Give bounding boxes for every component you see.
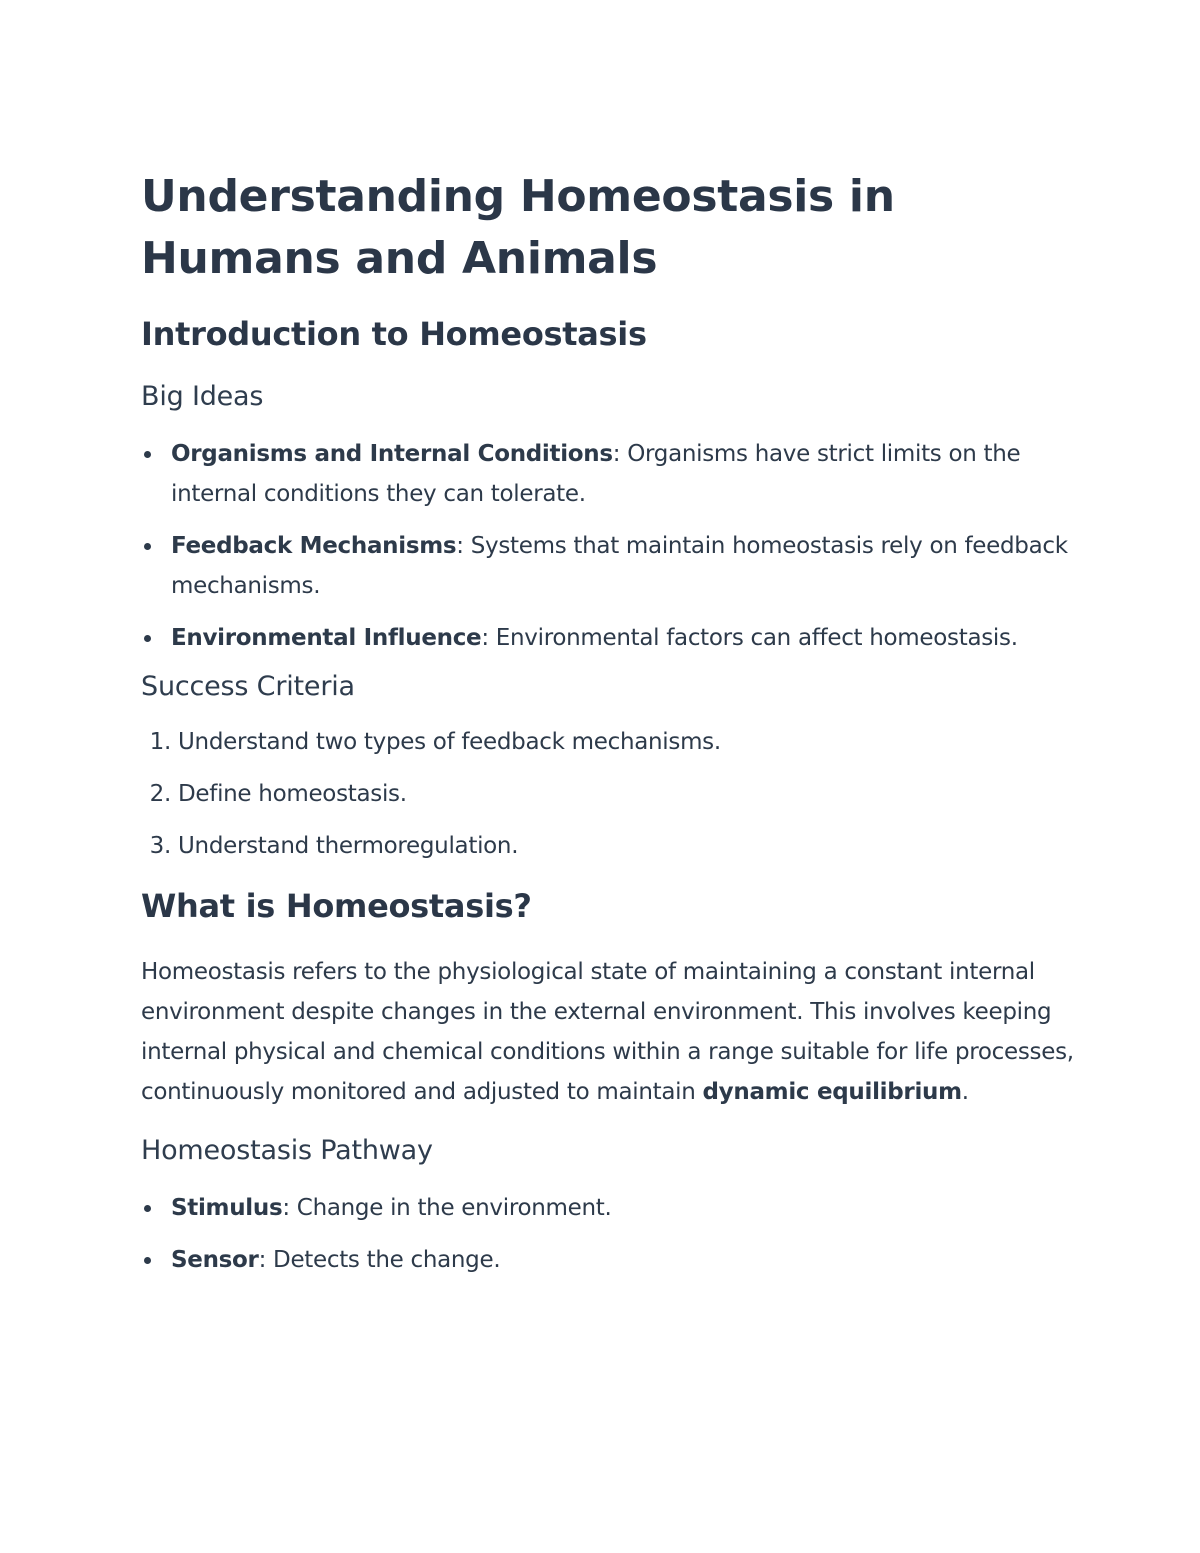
list-item (141, 1240, 1076, 1280)
list-item-term: Environmental Influence (171, 625, 482, 651)
list-item-text: Understand two types of feedback mechanisms. (171, 729, 721, 755)
document-page (141, 166, 1076, 1292)
paragraph-bold-term: dynamic equilibrium (702, 1079, 962, 1105)
list-item-text: : Detects the change. (258, 1247, 501, 1273)
list-item (141, 1188, 1076, 1228)
list-item-text: : Change in the environment. (282, 1195, 612, 1221)
list-item-term: Organisms and Internal Conditions (171, 441, 613, 467)
list-item-number: 1. (149, 729, 171, 755)
document-title: Understanding Homeostasis in Humans and Animals (141, 171, 895, 284)
list-item (141, 774, 1076, 814)
list-item (141, 526, 1076, 606)
list-item-term: Feedback Mechanisms (171, 533, 457, 559)
section-heading-introduction: Introduction to Homeostasis (141, 315, 647, 353)
list-item (141, 722, 1076, 762)
list-item (141, 434, 1076, 514)
subheading-big-ideas: Big Ideas (141, 381, 264, 412)
list-item-text: Understand thermoregulation. (171, 833, 519, 859)
definition-paragraph (141, 952, 1076, 1112)
list-item-text: : Systems that maintain homeostasis rely on feedback mechanisms. (171, 533, 1068, 599)
section-heading-what-is-homeostasis: What is Homeostasis? (141, 887, 532, 925)
list-item-term: Stimulus (171, 1195, 283, 1221)
list-item-text: : Organisms have strict limits on the internal conditions they can tolerate. (171, 441, 1021, 507)
paragraph-end: . (961, 1079, 969, 1105)
subheading-success-criteria: Success Criteria (141, 671, 355, 702)
pathway-list (141, 1188, 1076, 1280)
success-criteria-list (141, 722, 1076, 866)
list-item-number: 2. (149, 781, 171, 807)
list-item-number: 3. (149, 833, 171, 859)
big-ideas-list (141, 434, 1076, 658)
list-item-text: Define homeostasis. (171, 781, 407, 807)
list-item-term: Sensor (171, 1247, 259, 1273)
paragraph-text: Homeostasis refers to the physiological state of maintaining a constant internal environment despite changes in the external environment. This involves keeping internal physical and chemical conditions within a range suitable for life processes, continuously monitored and adjusted to maintain (141, 959, 1074, 1105)
list-item-text: : Environmental factors can affect homeostasis. (481, 625, 1018, 651)
subheading-homeostasis-pathway: Homeostasis Pathway (141, 1135, 433, 1166)
list-item (141, 618, 1076, 658)
list-item (141, 826, 1076, 866)
